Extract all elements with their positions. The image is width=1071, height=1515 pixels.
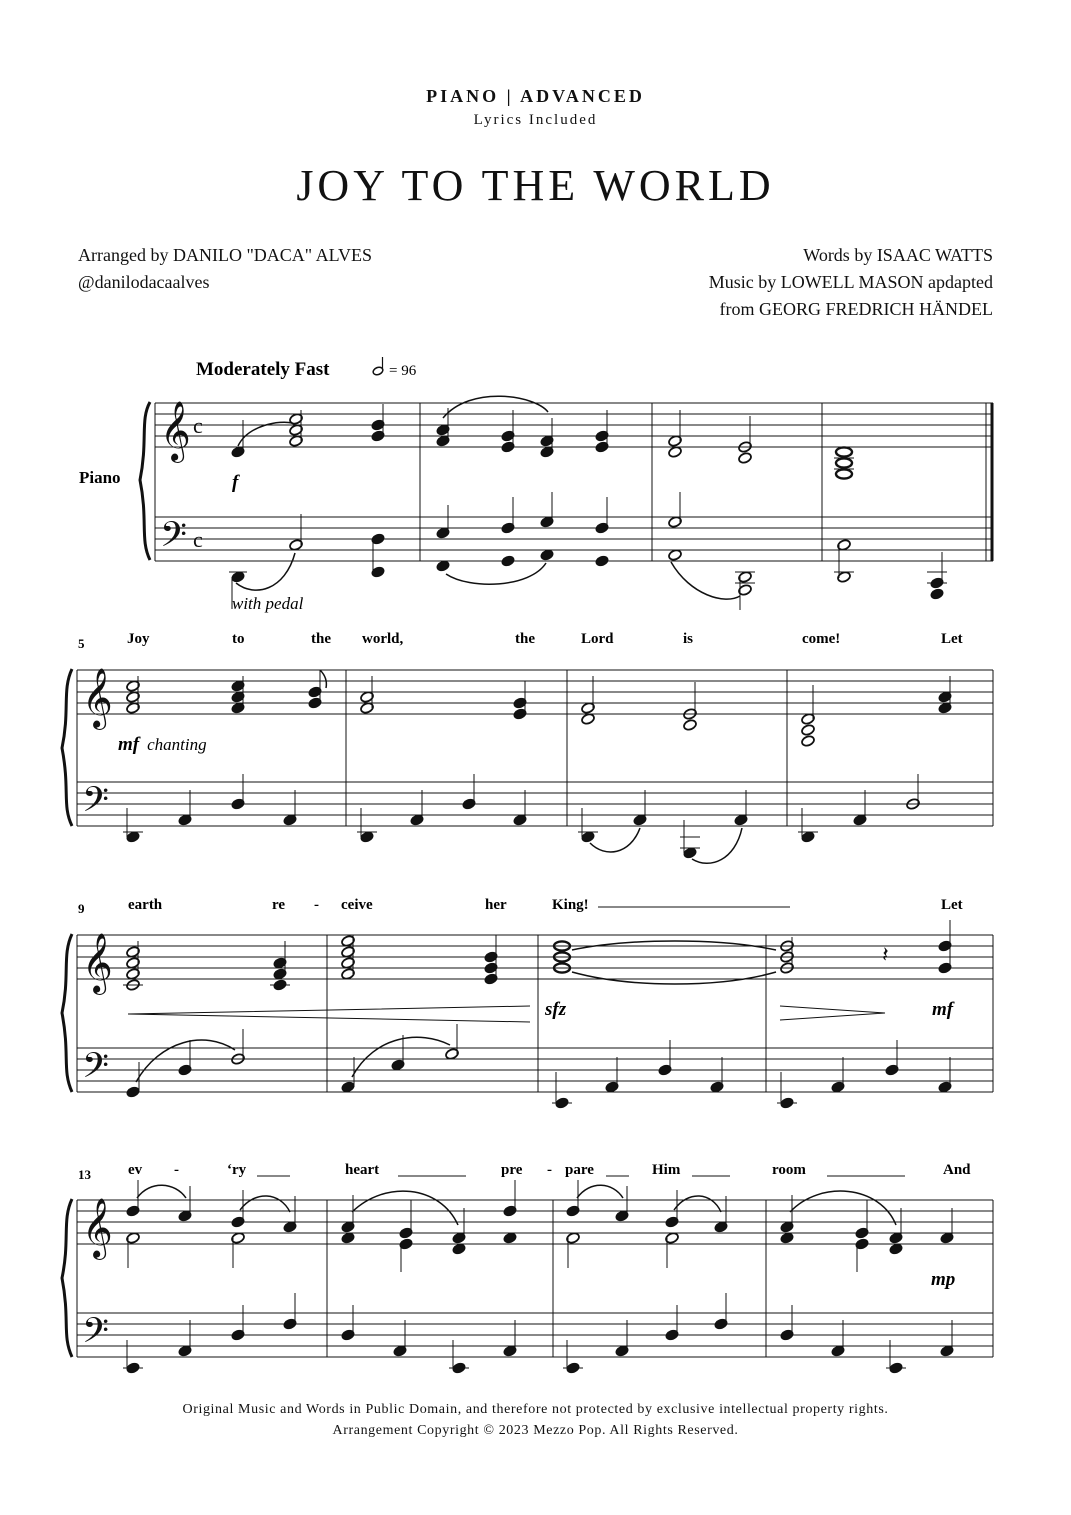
brace [140,402,150,560]
treble-staff-1 [155,403,993,447]
lyric-syllable: heart [345,1162,380,1178]
measure-number: 9 [78,901,85,916]
lyric-syllable: the [515,631,535,647]
common-time-icon: c [193,527,203,552]
lyric-syllable: Let [941,897,963,913]
bass-staff-4 [77,1313,993,1357]
public-domain-notice: Original Music and Words in Public Domain, and therefore not protected by exclusive intellectual property rights. [182,1402,889,1417]
bass-clef-icon: 𝄢 [82,779,110,828]
arranger-handle: @danilodacaalves [78,272,210,292]
lyric-syllable: world, [362,631,404,647]
song-title: JOY TO THE WORLD [296,161,775,210]
lyric-syllable: come! [802,631,841,647]
arrangement-copyright: Arrangement Copyright © 2023 Mezzo Pop. All Rights Reserved. [332,1423,739,1438]
lyric-syllable: Lord [581,631,614,647]
pedal-marking: with pedal [232,594,304,613]
system-2 [62,668,993,863]
treble-staff-3 [77,935,993,979]
lyric-syllable: pare [565,1162,594,1178]
lyric-syllable: her [485,897,507,913]
instrument-label: Piano [79,468,121,487]
difficulty-header: PIANO | ADVANCED [426,86,645,106]
source-credit: from GEORG FREDRICH HÄNDEL [719,299,993,319]
lyric-syllable: ceive [341,897,373,913]
lyric-syllable: re [272,897,286,913]
dynamic-mezzo-forte: mf [932,999,954,1020]
tempo-text: Moderately Fast [196,359,330,380]
system-4 [62,1180,993,1374]
bass-clef-icon: 𝄢 [82,1310,110,1359]
dynamic-mezzo-piano: mp [931,1269,956,1290]
lyric-syllable: to [232,631,245,647]
bass-staff-1 [155,517,993,561]
measure-number: 13 [78,1167,91,1182]
bass-clef-icon: 𝄢 [160,514,188,563]
treble-clef-icon: 𝄞 [160,401,191,461]
dynamic-mezzo-forte: mf [118,734,140,755]
dynamic-expression [118,734,207,755]
crescendo-hairpin [128,1006,530,1022]
treble-clef-icon: 𝄞 [82,668,113,728]
lyrics-line-3 [128,897,963,913]
half-note-icon [372,357,384,376]
treble-clef-icon: 𝄞 [82,1198,113,1258]
treble-clef-icon: 𝄞 [82,933,113,993]
common-time-icon: c [193,413,203,438]
arranger-name: Arranged by DANILO "DACA" ALVES [78,245,373,265]
treble-staff-2 [77,670,993,714]
lyric-syllable: Joy [127,631,150,647]
decrescendo-hairpin [780,1006,885,1020]
lyric-syllable: the [311,631,331,647]
system-1 [140,396,993,610]
lyric-syllable: Let [941,631,963,647]
dynamic-sforzando: sfz [545,999,567,1020]
bass-clef-icon: 𝄢 [82,1045,110,1094]
lyric-syllable: ev [128,1162,143,1178]
lyric-syllable: pre [501,1162,523,1178]
dynamic-forte: f [232,472,239,493]
lyric-syllable: - [314,897,319,913]
lyric-syllable: earth [128,897,163,913]
tempo-value: = 96 [389,363,417,379]
lyric-syllable: is [683,631,694,647]
treble-staff-4 [77,1200,993,1244]
chanting-marking: chanting [147,735,207,754]
quarter-rest-icon: 𝄽 [882,943,889,968]
copyright-footer [0,1399,1071,1441]
lyric-syllable: And [943,1162,971,1178]
lyric-syllable: ‘ry [227,1162,247,1178]
tempo-marking [196,357,417,380]
measure-number: 5 [78,636,85,651]
lyrics-note: Lyrics Included [473,112,598,128]
system-3 [62,920,993,1109]
lyrics-line-2 [127,631,963,647]
lyric-syllable: King! [552,897,589,913]
lyric-syllable: Him [652,1162,681,1178]
bass-staff-3 [77,1048,993,1092]
lyric-syllable: - [174,1162,179,1178]
lyric-syllable: room [772,1162,806,1178]
music-credit: Music by LOWELL MASON apdapted [708,272,993,292]
lyric-syllable: - [547,1162,552,1178]
words-credit: Words by ISAAC WATTS [803,245,993,265]
